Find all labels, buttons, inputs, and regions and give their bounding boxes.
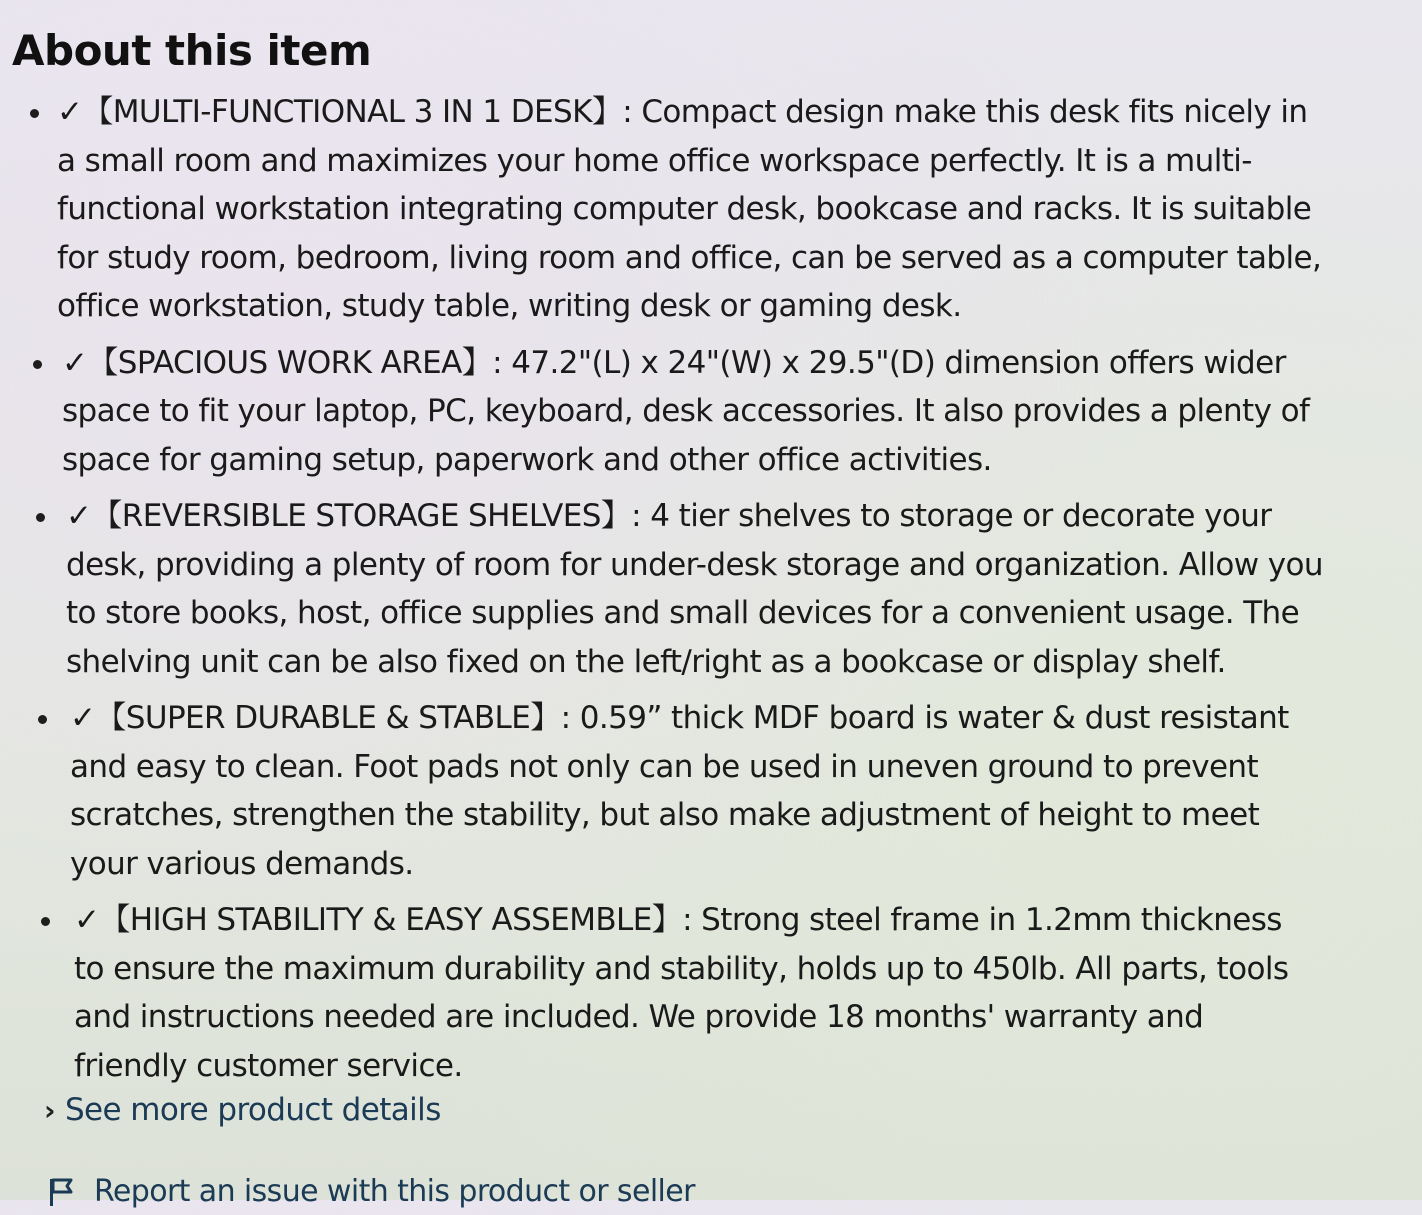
feature-bullet bbox=[0, 339, 1422, 485]
section-title: About this item bbox=[12, 26, 372, 75]
feature-bullet bbox=[0, 88, 1422, 331]
feature-bullet-text: ✓【HIGH STABILITY & EASY ASSEMBLE】: Strong steel frame in 1.2mm thickness to ensure the maximum durability and stability, holds up to 450lb. All parts, tools and instructions needed are included. We provide 18 months' warranty and friendly customer service. bbox=[74, 902, 1289, 1084]
bullet-dot-icon bbox=[38, 715, 47, 724]
bullet-dot-icon bbox=[41, 917, 50, 926]
bullet-dot-icon bbox=[33, 360, 42, 369]
feature-bullet bbox=[0, 694, 1422, 888]
feature-bullet-text: ✓【REVERSIBLE STORAGE SHELVES】: 4 tier shelves to storage or decorate your desk, providing a plenty of room for under-desk storage and organization. Allow you to store books, host, office supplies and small devices for a convenient usage. The shelving unit can be also fixed on the left/right as a bookcase or display shelf. bbox=[66, 498, 1323, 680]
report-issue-link[interactable] bbox=[48, 1174, 695, 1209]
feature-bullet-text: ✓【SUPER DURABLE & STABLE】: 0.59” thick MDF board is water & dust resistant and easy to clean. Foot pads not only can be used in uneven ground to prevent scratches, strengthen the stability, but also make adjustment of height to meet your various demands. bbox=[70, 700, 1289, 882]
flag-icon bbox=[48, 1177, 74, 1207]
see-more-product-details-link[interactable] bbox=[44, 1092, 441, 1128]
feature-bullet-text: ✓【SPACIOUS WORK AREA】: 47.2"(L) x 24"(W) x 29.5"(D) dimension offers wider space to fit your laptop, PC, keyboard, desk accessories. It also provides a plenty of space for gaming setup, paperwork and other office activities. bbox=[62, 344, 1310, 478]
report-issue-label: Report an issue with this product or seller bbox=[94, 1174, 695, 1209]
feature-bullet bbox=[0, 492, 1422, 686]
feature-bullet bbox=[0, 896, 1422, 1090]
bullet-dot-icon bbox=[30, 109, 39, 118]
feature-bullet-list bbox=[0, 88, 1422, 1090]
see-more-label: See more product details bbox=[64, 1092, 441, 1128]
chevron-right-icon: › bbox=[44, 1093, 55, 1127]
bullet-dot-icon bbox=[36, 513, 45, 522]
feature-bullet-text: ✓【MULTI-FUNCTIONAL 3 IN 1 DESK】: Compact design make this desk fits nicely in a small room and maximizes your home office workspace perfectly. It is a multi-functional workstation integrating computer desk, bookcase and racks. It is suitable for study room, bedroom, living room and office, can be served as a computer table, office workstation, study table, writing desk or gaming desk. bbox=[57, 94, 1322, 324]
